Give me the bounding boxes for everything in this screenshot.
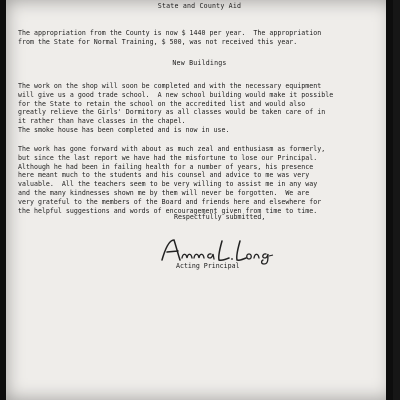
text-line: will give us a good trade school. A new school building would make it possible [18,90,334,99]
typed-report-page [6,0,393,400]
text-line: Although he had been in failing health for a number of years, his presence [18,162,314,171]
paragraph-shop [18,82,393,126]
closing-line: Respectfully submitted, [174,213,266,221]
section-heading-state-county-aid: State and County Aid [157,2,242,10]
paragraph-work-progress [18,145,393,215]
text-line: very grateful to the members of the Board and friends here and elsewhere for [18,197,322,206]
scan-right-border [386,0,393,400]
signer-title: Acting Principal [176,262,240,270]
text-line: for the State to retain the school on the accredited list and would also [18,99,306,108]
text-line: but since the last report we have had the misfortune to lose our Principal. [18,153,318,162]
text-line: valuable. All the teachers seem to be very willing to assist me in any way [18,180,318,189]
text-line: The work has gone forward with about as much zeal and enthusiasm as formerly, [18,145,326,153]
text-line: and the many kindnesses shown me by them will never be forgotten. We are [18,188,310,197]
text-line: here meant much to the students and his counsel and advice to me was very [18,171,310,180]
text-line: the helpful suggestions and words of encouragement given from time to time. [18,206,318,215]
text-line: from the State for Normal Training, $ 500, was not received this year. [18,37,298,46]
section-heading-new-buildings: New Buildings [172,59,227,67]
text-line: greatly relieve the Girls' Dormitory as all classes would be taken care of in [18,108,326,117]
text-line: The work on the shop will soon be completed and with the necessary equipment [18,82,322,90]
text-line: The smoke house has been completed and is now in use. [18,126,230,134]
text-line: The appropriation from the County is now $ 1440 per year. The appropriation [18,29,322,37]
paragraph-appropriation [18,29,393,47]
text-line: it rather than have classes in the chapel. [18,117,186,126]
paragraph-smoke-house [18,126,393,135]
